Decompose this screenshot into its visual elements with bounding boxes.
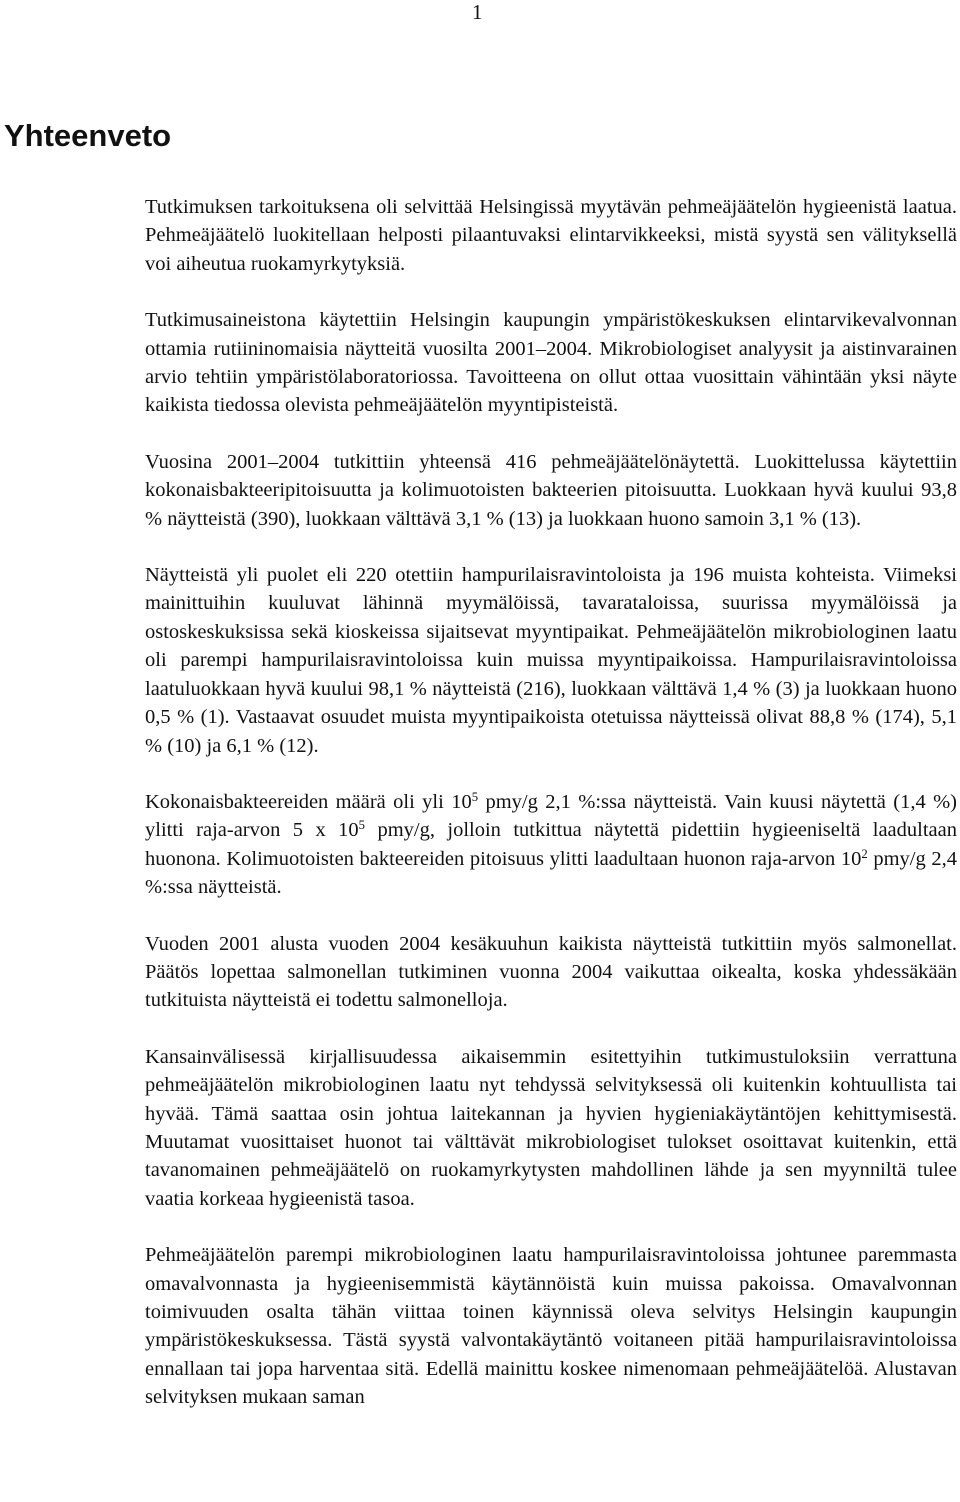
paragraph-self-monitoring: Pehmeäjäätelön parempi mikrobiologinen laatu hampurilaisravintoloissa johtunee paremmasta omavalvonnasta ja hygieenisemmistä käytännöistä kuin muissa pakoissa. Omavalvonnan toimivuuden osalta tähän viittaa toinen käynnissä oleva selvitys Helsingin kaupungin ympäristökeskuksessa. Tästä syystä valvontakäytäntö voitaneen pitää hampurilaisravintoloissa ennallaan tai jopa harventaa sitä. Edellä mainittu koskee nimenomaan pehmeäjäätelöä. Alustavan selvityksen mukaan saman [145, 1244, 957, 1409]
exponent-3: 2 [861, 846, 868, 861]
exponent-1: 5 [471, 789, 479, 804]
paragraph-classification: Vuosina 2001–2004 tutkittiin yhteensä 416 pehmeäjäätelönäytettä. Luokittelussa käytettiin kokonaisbakteeripitoisuutta ja kolimuotoisten bakteerien pitoisuutta. Luokkaan hyvä kuului 93,8 % näytteistä (390), luokkaan välttävä 3,1 % (13) ja luokkaan huono samoin 3,1 % (13). [145, 450, 957, 530]
paragraph-sales-points: Näytteistä yli puolet eli 220 otettiin hampurilaisravintoloista ja 196 muista kohteista. Viimeksi mainittuihin kuuluvat lähinnä myymälöissä, tavarataloissa, suurissa myymälöissä ja ostoskeskuksissa sekä kioskeissa sijaitsevat myyntipaikat. Pehmeäjäätelön mikrobiologinen laatu oli parempi hampurilaisravintoloissa kuin muissa myyntipaikoissa. Hampurilaisravintoloissa laatuluokkaan hyvä kuului 98,1 % näytteistä (216), luokkaan välttävä 1,4 % (3) ja luokkaan huono 0,5 % (1). Vastaavat osuudet muista myyntipaikoista otetuissa näytteissä olivat 88,8 % (174), 5,1 % (10) ja 6,1 % (12). [145, 564, 957, 757]
page-title: Yhteenveto [4, 118, 172, 153]
paragraph-material: Tutkimusaineistona käytettiin Helsingin kaupungin ympäristökeskuksen elintarvikevalvonnan ottamia rutiininomaisia näytteitä vuosilta 2001–2004. Mikrobiologiset analyysit ja aistinvarainen arvio tehtiin ympäristölaboratoriossa. Tavoitteena on ollut ottaa vuosittain vähintään yksi näyte kaikista tiedossa olevista pehmeäjäätelön myyntipisteistä. [145, 309, 957, 417]
bacteria-text-1: Kokonaisbakteereiden määrä oli yli 10 [145, 790, 472, 813]
bacteria-text-4: pmy/g 2,4 %:ssa näytteistä. [145, 847, 957, 899]
body-text [145, 193, 957, 1412]
paragraph-purpose: Tutkimuksen tarkoituksena oli selvittää Helsingissä myytävän pehmeäjäätelön hygieenistä laatua. Pehmeäjäätelö luokitellaan helposti pilaantuvaksi elintarvikkeeksi, mistä syystä sen välityksellä voi aiheutua ruokamyrkytyksiä. [145, 196, 957, 275]
bacteria-text-3: pmy/g, jolloin tutkittua näytettä pidettiin hygieeniseltä laadultaan huonona. Kolimuotoisten bakteereiden pitoisuus ylitti laadultaan huonon raja-arvon 10 [145, 819, 957, 870]
page-number: 1 [472, 0, 483, 24]
exponent-2: 5 [358, 818, 366, 833]
paragraph-salmonella: Vuoden 2001 alusta vuoden 2004 kesäkuuhun kaikista näytteistä tutkittiin myös salmonellat. Päätös lopettaa salmonellan tutkiminen vuonna 2004 vaikuttaa oikealta, koska yhdessäkään tutkituista näytteistä ei todettu salmonelloja. [145, 932, 957, 1012]
paragraph-bacteria-counts [145, 788, 957, 902]
bacteria-text-2: pmy/g 2,1 %:ssa näytteistä. Vain kuusi näytettä (1,4 %) ylitti raja-arvon 5 x 10 [145, 790, 957, 842]
paragraph-literature: Kansainvälisessä kirjallisuudessa aikaisemmin esitettyihin tutkimustuloksiin verrattuna pehmeäjäätelön mikrobiologinen laatu nyt tehdyssä selvityksessä oli kuitenkin kohtuullista tai hyvää. Tämä saattaa osin johtua laitekannan ja hyvien hygieniakäytäntöjen kehittymisestä. Muutamat vuosittaiset huonot tai välttävät mikrobiologiset tulokset osoittavat kuitenkin, että tavanomainen pehmeäjäätelö on ruokamyrkytysten mahdollinen lähde ja sen myynniltä tulee vaatia korkeaa hygieenistä tasoa. [145, 1045, 957, 1210]
